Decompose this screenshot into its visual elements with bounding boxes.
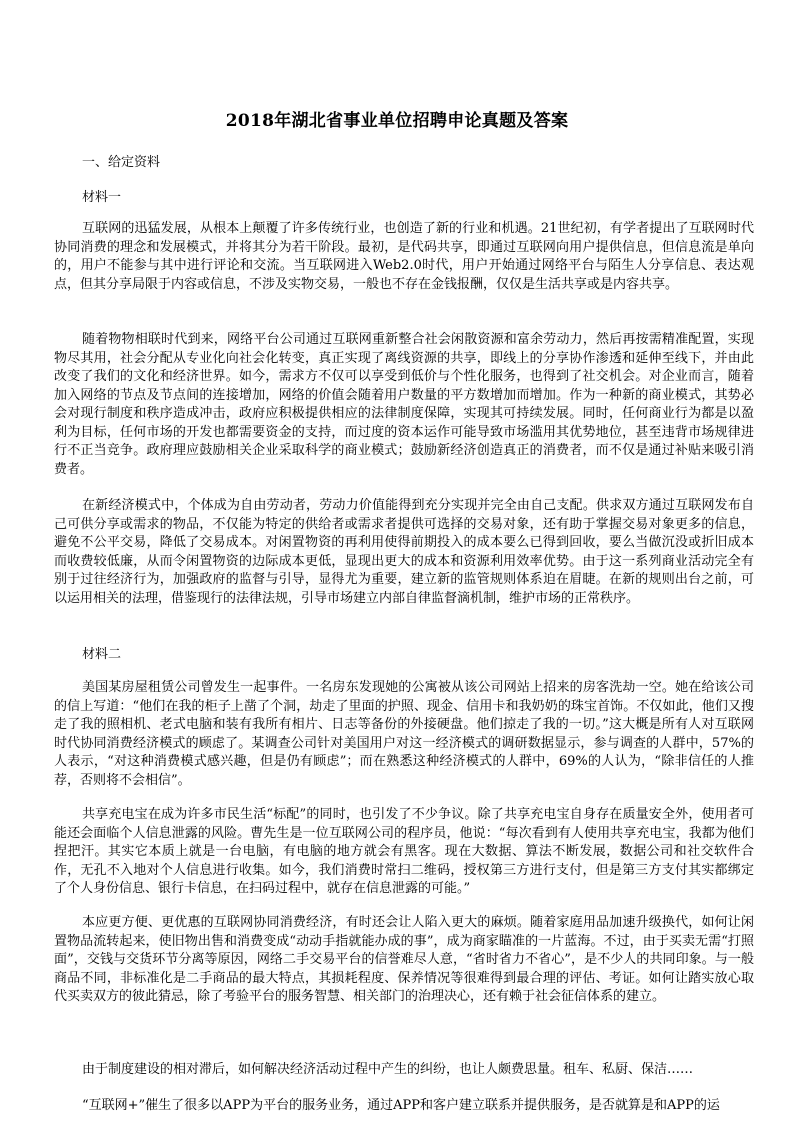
material-two-paragraph-5: “互联网+”催生了很多以APP为平台的服务业务，通过APP和客户建立联系并提供服务，是否就算是和APP的运 <box>82 1098 720 1113</box>
material-one-label: 材料一 <box>82 190 122 205</box>
material-one-paragraph-1: 互联网的迅猛发展，从根本上颠覆了许多传统行业，也创造了新的行业和机遇。21世纪初，有学者提出了互联网时代协同消费的理念和发展模式，并将其分为若干阶段。最初，是代码共享，即通过互联网向用户提供信息，但信息流是单向的，用户不能参与其中进行评论和交流。当互联网进入Web2.0时代，用户开始通过网络平台与陌生人分享信息、表达观点，但其分享局限于内容或信息，不涉及实物交易，一般也不存在金钱报酬，仅仅是生活共享或是内容共享。 <box>54 221 754 292</box>
page-title: 2018年湖北省事业单位招聘申论真题及答案 <box>225 111 569 131</box>
material-two-paragraph-1: 美国某房屋租赁公司曾发生一起事件。一名房东发现她的公寓被从该公司网站上招来的房客洗劫一空。她在给该公司的信上写道：“他们在我的柜子上凿了个洞，劫走了里面的护照、现金、信用卡和我奶奶的珠宝首饰。不仅如此，他们又搜走了我的照相机、老式电脑和装有我所有相片、日志等备份的外接硬盘。他们掠走了我的一切。”这大概是所有人对互联网时代协同消费经济模式的顾虑了。某调查公司针对美国用户对这一经济模式的调研数据显示，参与调查的人群中，57%的人表示，“对这种消费模式感兴趣，但是仍有顾虑”；而在熟悉这种经济模式的人群中，69%的人认为，“除非信任的人推荐，否则将不会相信”。 <box>54 680 754 788</box>
section-heading: 一、给定资料 <box>82 155 161 170</box>
material-one-paragraph-2: 随着物物相联时代到来，网络平台公司通过互联网重新整合社会闲散资源和富余劳动力，然后再按需精准配置，实现物尽其用，社会分配从专业化向社会化转变，真正实现了离线资源的共享，即线上的分享协作渗透和延伸至线下，并由此改变了我们的文化和经济世界。如今，需求方不仅可以享受到低价与个性化服务，也得到了社交机会。对企业而言，随着加入网络的节点及节点间的连接增加，网络的价值会随着用户数量的平方数增加而增加。作为一种新的商业模式，其势必会对现行制度和秩序造成冲击，政府应积极提供相应的法律制度保障，实现其可持续发展。同时，任何商业行为都是以盈利为目标，任何市场的开发也都需要资金的支持，而过度的资本运作可能导致市场滥用其优势地位，甚至违背市场规律进行不正当竞争。政府理应鼓励相关企业采取科学的商业模式；鼓励新经济创造真正的消费者，而不仅是通过补贴来吸引消费者。 <box>54 332 754 477</box>
material-two-label: 材料二 <box>82 647 122 662</box>
material-two-paragraph-4: 由于制度建设的相对滞后，如何解决经济活动过程中产生的纠纷，也让人颇费思量。租车、私厨、保洁…… <box>82 1062 694 1077</box>
material-two-paragraph-3: 本应更方便、更优惠的互联网协同消费经济，有时还会让人陷入更大的麻烦。随着家庭用品加速升级换代，如何让闲置物品流转起来，使旧物出售和消费变成“动动手指就能办成的事”，成为商家瞄准的一片蓝海。不过，由于买卖无需“打照面”，交钱与交货环节分离等原因，网络二手交易平台的信誉难尽人意，“省时省力不省心”，是不少人的共同印象。与一般商品不同，非标准化是二手商品的最大特点，其损耗程度、保养情况等很难得到最合理的评估、考证。如何让踏实放心取代买卖双方的彼此猜忌，除了考验平台的服务智慧、相关部门的治理决心，还有赖于社会征信体系的建立。 <box>54 915 754 1004</box>
material-two-paragraph-2: 共享充电宝在成为许多市民生活“标配”的同时，也引发了不少争议。除了共享充电宝自身存在质量安全外，使用者可能还会面临个人信息泄露的风险。曹先生是一位互联网公司的程序员，他说：“每次看到有人使用共享充电宝，我都为他们捏把汗。其实它本质上就是一台电脑，有电脑的地方就会有黑客。现在大数据、算法不断发展，数据公司和社交软件合作，无孔不入地对个人信息进行收集。如今，我们消费时常扫二维码，授权第三方进行支付，但是第三方支付其实都绑定了个人身份信息、银行卡信息，在扫码过程中，就存在信息泄露的可能。” <box>54 807 754 896</box>
material-one-paragraph-3: 在新经济模式中，个体成为自由劳动者，劳动力价值能得到充分实现并完全由自己支配。供求双方通过互联网发布自己可供分享或需求的物品，不仅能为特定的供给者或需求者提供可选择的交易对象，还有助于掌握交易对象更多的信息，避免不公平交易，降低了交易成本。对闲置物资的再利用使得前期投入的成本要么已得到回收，要么当做沉没或折旧成本而收费较低廉，从而令闲置物资的边际成本更低，显现出更大的成本和资源利用效率优势。由于这一系列商业活动完全有别于过往经济行为，加强政府的监督与引导，显得尤为重要，建立新的监管规则体系迫在眉睫。在新的规则出台之前，可以运用相关的法理，借鉴现行的法律法规，引导市场建立内部自律监督滴机制，维护市场的正常秩序。 <box>54 498 754 606</box>
